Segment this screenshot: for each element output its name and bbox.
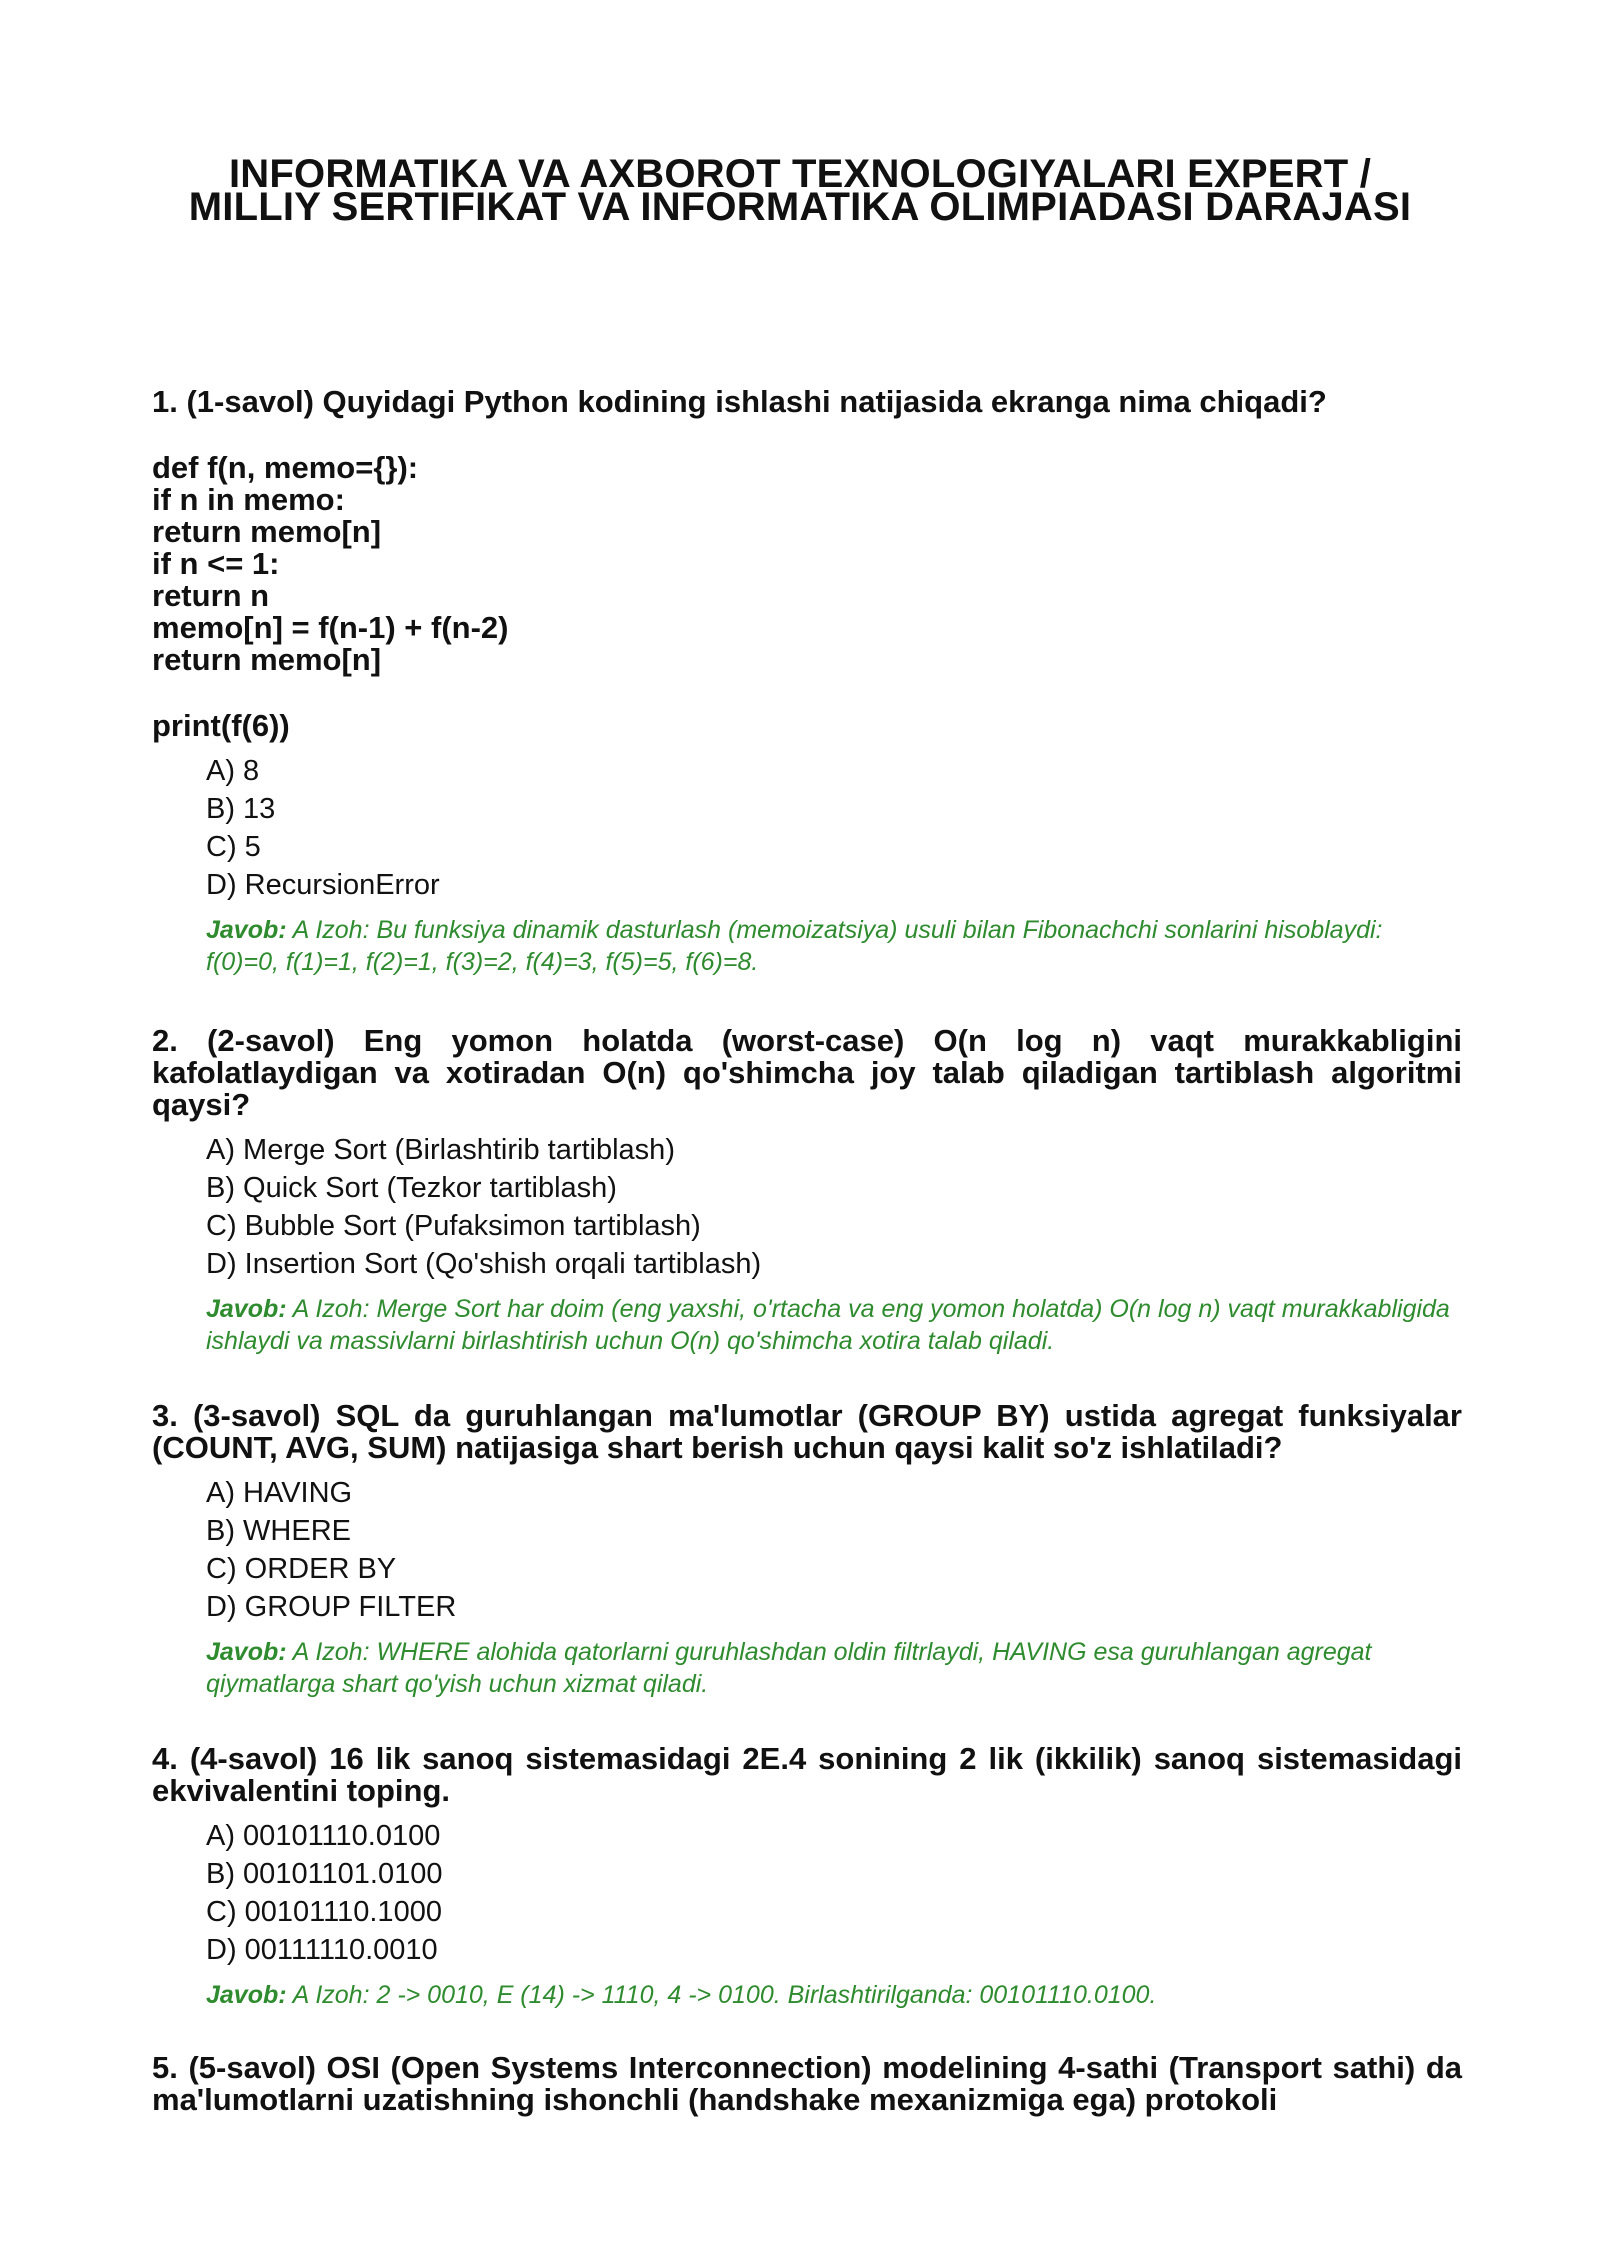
code-line: if n in memo: (152, 482, 345, 517)
code-line: return memo[n] (152, 642, 382, 677)
answer-options (206, 1817, 1462, 1969)
answer-explanation (206, 914, 1462, 978)
option-b: B) 00101101.0100 (206, 1858, 443, 1890)
question-text: 3. (3-savol) SQL da guruhlangan ma'lumotlar (GROUP BY) ustida agregat funksiyalar (COUNT, AVG, SUM) natijasiga shart berish uchun qaysi kalit so'z ishlatiladi? (152, 1398, 1462, 1465)
option-d: D) Insertion Sort (Qo'shish orqali tartiblash) (206, 1248, 762, 1280)
option-b: B) 13 (206, 793, 276, 825)
code-line: def f(n, memo={}): (152, 450, 419, 485)
question-text: 5. (5-savol) OSI (Open Systems Interconnection) modelining 4-sathi (Transport sathi) da ma'lumotlarni uzatishning ishonchli (handshake mexanizmiga ega) protokoli (152, 2050, 1462, 2117)
question-2 (152, 1025, 1462, 1357)
question-3 (152, 1400, 1462, 1700)
question-5 (152, 2052, 1462, 2116)
answer-text: A Izoh: Bu funksiya dinamik dasturlash (memoizatsiya) usuli bilan Fibonachchi sonlarini hisoblaydi: f(0)=0, f(1)=1, f(2)=1, f(3)=2, f(4)=3, f(5)=5, f(6)=8. (206, 916, 1383, 976)
code-block (152, 452, 1462, 742)
answer-label: Javob: (206, 916, 287, 944)
option-a: A) HAVING (206, 1477, 353, 1509)
option-d: D) 00111110.0010 (206, 1934, 438, 1966)
code-print-line: print(f(6)) (152, 708, 290, 743)
answer-explanation (206, 1293, 1462, 1357)
answer-explanation (206, 1636, 1462, 1700)
option-d: D) GROUP FILTER (206, 1591, 457, 1623)
option-c: C) 5 (206, 831, 261, 863)
option-d: D) RecursionError (206, 869, 440, 901)
option-c: C) Bubble Sort (Pufaksimon tartiblash) (206, 1210, 701, 1242)
answer-text: A Izoh: Merge Sort har doim (eng yaxshi, o'rtacha va eng yomon holatda) O(n log n) vaqt murakkabligida ishlaydi va massivlarni birlashtirish uchun O(n) qo'shimcha xotira talab qiladi. (206, 1295, 1450, 1355)
answer-options (206, 1474, 1462, 1626)
option-c: C) 00101110.1000 (206, 1896, 442, 1928)
answer-label: Javob: (206, 1981, 287, 2009)
question-text: 1. (1-savol) Quyidagi Python kodining ishlashi natijasida ekranga nima chiqadi? (152, 384, 1327, 419)
option-a: A) 00101110.0100 (206, 1820, 441, 1852)
code-line: return n (152, 578, 270, 613)
question-1 (152, 386, 1462, 978)
answer-text: A Izoh: 2 -> 0010, E (14) -> 1110, 4 -> 0100. Birlashtirilganda: 00101110.0100. (292, 1981, 1157, 2009)
option-b: B) Quick Sort (Tezkor tartiblash) (206, 1172, 617, 1204)
answer-options (206, 1131, 1462, 1283)
option-b: B) WHERE (206, 1515, 351, 1547)
code-line: return memo[n] (152, 514, 382, 549)
answer-text: A Izoh: WHERE alohida qatorlarni guruhlashdan oldin filtrlaydi, HAVING esa guruhlangan agregat qiymatlarga shart qo'yish uchun xizmat qiladi. (206, 1638, 1372, 1698)
code-line: if n <= 1: (152, 546, 280, 581)
option-c: C) ORDER BY (206, 1553, 397, 1585)
document-title: INFORMATIKA VA AXBOROT TEXNOLOGIYALARI EXPERT / MILLIY SERTIFIKAT VA INFORMATIKA OLIMPIADASI DARAJASI (188, 152, 1412, 229)
answer-options (206, 752, 1462, 904)
question-4 (152, 1743, 1462, 2011)
option-a: A) 8 (206, 755, 260, 787)
question-text: 2. (2-savol) Eng yomon holatda (worst-case) O(n log n) vaqt murakkabligini kafolatlaydigan va xotiradan O(n) qo'shimcha joy talab qiladigan tartiblash algoritmi qaysi? (152, 1023, 1462, 1122)
answer-label: Javob: (206, 1638, 287, 1666)
code-line: memo[n] = f(n-1) + f(n-2) (152, 610, 509, 645)
option-a: A) Merge Sort (Birlashtirib tartiblash) (206, 1134, 675, 1166)
answer-label: Javob: (206, 1295, 287, 1323)
question-text: 4. (4-savol) 16 lik sanoq sistemasidagi 2E.4 sonining 2 lik (ikkilik) sanoq sistemasidagi ekvivalentini toping. (152, 1741, 1462, 1808)
answer-explanation (206, 1979, 1462, 2011)
